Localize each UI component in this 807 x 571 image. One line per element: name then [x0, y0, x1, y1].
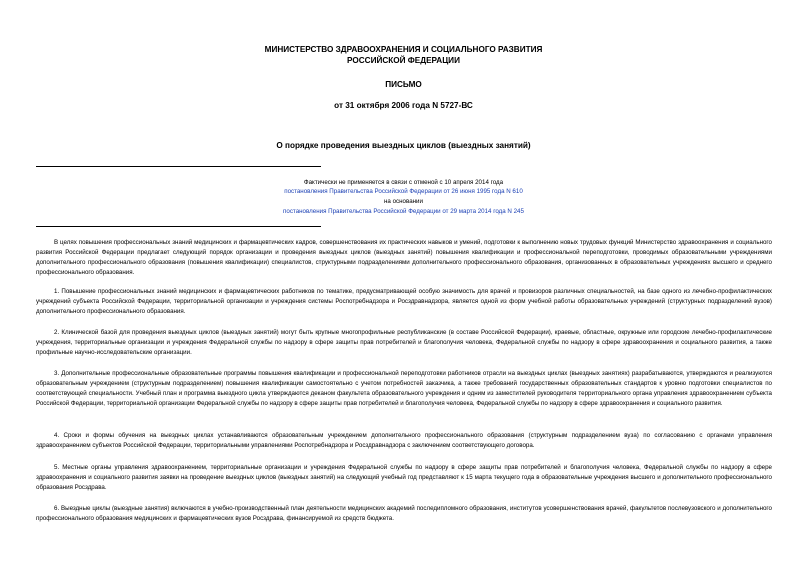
paragraph-item-2: 2. Клинической базой для проведения выездных циклов (выездных занятий) могут быть крупные многопрофильные республиканские (в составе Российской Федерации), краевые, областные, окружные или городские лечебно-профилактические учреждения, территориальные организации и учреждения Федеральной службы по надзору в сфере защиты прав потребителей и благополучия человека, Федеральной службы по надзору в сфере здравоохранения и социального развития, а также профильные научно-исследовательские организации.: [36, 329, 772, 356]
paragraph-item-6: 6. Выездные циклы (выездные занятия) включаются в учебно-производственный план деятельности медицинских академий последипломного образования, институтов усовершенствования врачей, факультетов послевузовского и дополнительного профессионального образования медицинских и фармацевтических вузов Росздрава, финансируемой из средств бюджета.: [36, 505, 772, 522]
paragraph-intro: В целях повышения профессиональных знаний медицинских и фармацевтических кадров, совершенствования их практических навыков и умений, подготовки к выполнению новых трудовых функций Министерство здравоохранения и социального развития Российской Федерации предлагает следующий порядок организации и проведения выездных циклов (выездных занятий) повышения квалификации и профессиональной переподготовки, проводимых образовательными учреждениями дополнительного профессионального образования (повышения квалификации) специалистов, структурными подразделениями дополнительного профессионального образования, организованных в образовательных учреждениях высшего и среднего профессионального образования.: [36, 239, 772, 276]
status-note-basis: на основании: [384, 198, 423, 205]
document-type: ПИСЬМО: [385, 80, 422, 89]
status-note-link-245[interactable]: постановления Правительства Российской Федерации от 29 марта 2014 года N 245: [283, 208, 524, 215]
divider-top: [36, 166, 321, 167]
document-date-number: от 31 октября 2006 года N 5727-ВС: [334, 101, 473, 110]
ministry-name-line1: МИНИСТЕРСТВО ЗДРАВООХРАНЕНИЯ И СОЦИАЛЬНОГО РАЗВИТИЯ: [264, 45, 543, 54]
paragraph-item-1: 1. Повышение профессиональных знаний медицинских и фармацевтических работников по тематике, предусматривающей особую значимость для врачей и провизоров различных специальностей, на базе одного из лечебно-профилактических учреждений субъекта Российской Федерации, территориальной организации и учреждения системы Роспотребнадзора и Росздравнадзора, является одной из форм учебной работы образовательных учреждений (структурных подразделений вузов) дополнительного профессионального образования.: [36, 288, 772, 315]
paragraph-item-3: 3. Дополнительные профессиональные образовательные программы повышения квалификации и профессиональной переподготовки работников отрасли на выездных циклах (выездных занятиях) разрабатываются, утверждаются и реализуются образовательным учреждением (структурным подразделением) повышения квалификации самостоятельно с учетом потребностей заказчика, а также требований государственных образовательных стандартов к уровню подготовки специалистов по соответствующей специальности. Учебный план и программа выездного цикла утверждаются деканом факультета образовательного учреждения и одним из заместителей руководителя территориального органа управления здравоохранением субъекта Российской Федерации, территориальной организации Федеральной службы по надзору в сфере защиты прав потребителей и благополучия человека, Федеральной службы по надзору в сфере здравоохранения и социального развития.: [36, 370, 772, 407]
status-note-link-610[interactable]: постановления Правительства Российской Федерации от 26 июня 1995 года N 610: [284, 188, 523, 195]
document-subject: О порядке проведения выездных циклов (выездных занятий): [276, 141, 531, 150]
status-note-text: Фактически не применяется в связи с отменой с 10 апреля 2014 года: [303, 179, 504, 186]
divider-bottom: [36, 226, 321, 227]
ministry-name-line2: РОССИЙСКОЙ ФЕДЕРАЦИИ: [347, 56, 460, 65]
paragraph-item-4: 4. Сроки и формы обучения на выездных циклах устанавливаются образовательным учреждением дополнительного профессионального образования (структурным подразделением вуза) по согласованию с органами управления здравоохранением субъектов Российской Федерации, территориальными управлениями Роспотребнадзора и Росздравнадзора с заключением соответствующего договора.: [36, 432, 772, 449]
paragraph-item-5: 5. Местные органы управления здравоохранением, территориальные организации и учреждения Федеральной службы по надзору в сфере защиты прав потребителей и благополучия человека, Федеральной службы по надзору в сфере здравоохранения и социального развития заявки на проведение выездных циклов (выездных занятий) на следующий учебный год представляют к 15 марта текущего года в образовательные учреждения высшего и дополнительного профессионального образования Росздрава.: [36, 464, 772, 491]
